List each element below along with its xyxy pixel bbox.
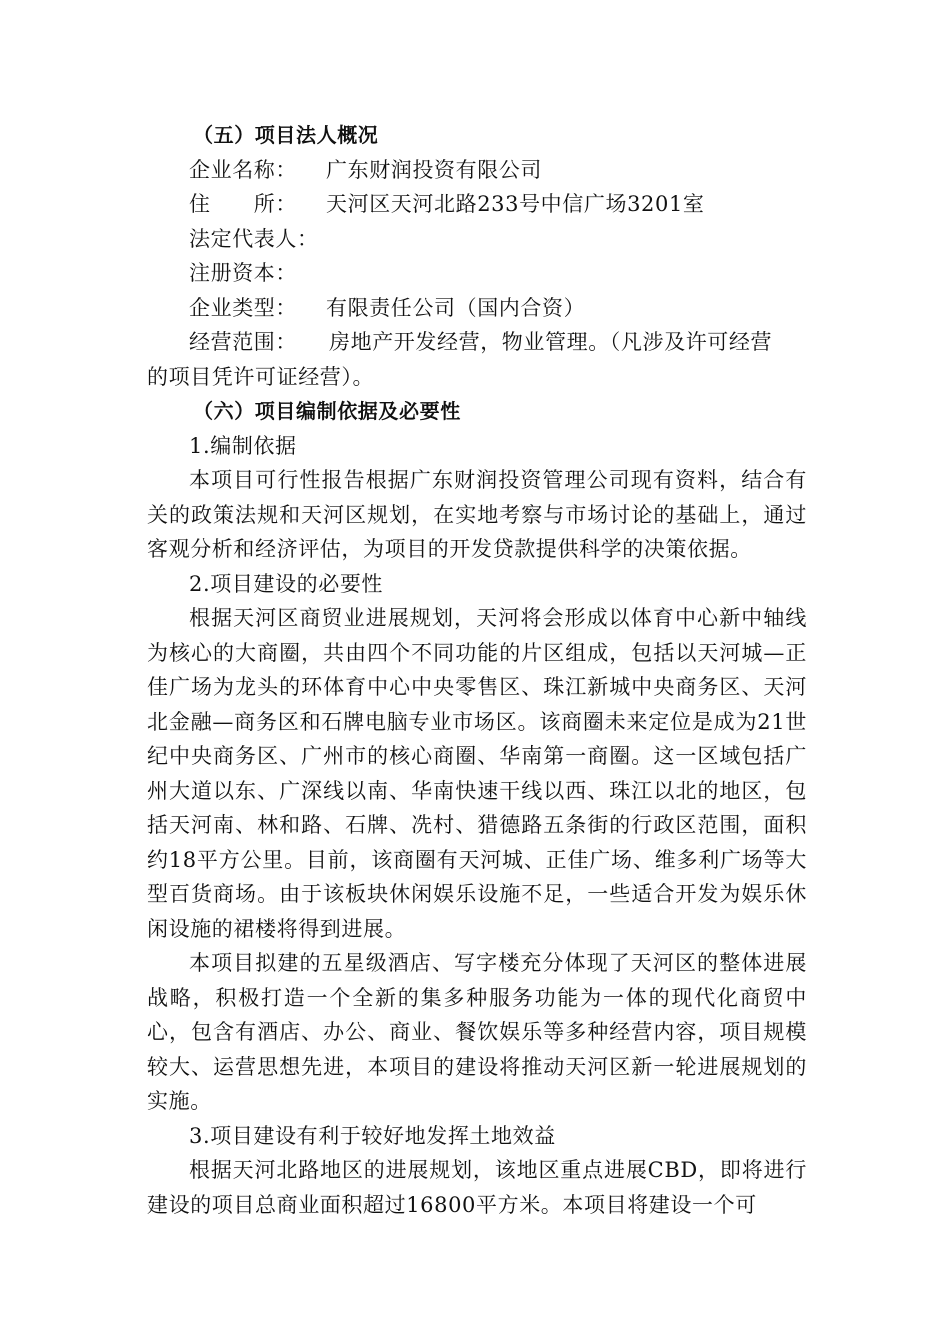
field-label: 企业类型： [189, 295, 297, 320]
subheading-land-benefit: 3.项目建设有利于较好地发挥土地效益 [189, 1123, 556, 1148]
subheading-necessity: 2.项目建设的必要性 [189, 571, 384, 596]
field-value: 广东财润投资有限公司 [326, 157, 542, 182]
field-legal-rep [147, 222, 807, 257]
subheading-compilation-basis: 1.编制依据 [189, 433, 297, 458]
document-body [147, 118, 807, 1222]
field-label: 住 所： [189, 192, 297, 216]
field-company-name [147, 153, 807, 188]
field-label: 经营范围： [189, 330, 297, 354]
field-business-scope [147, 325, 807, 360]
field-value: 房地产开发经营，物业管理。（凡涉及许可经营 [329, 330, 773, 354]
section-6-heading: （六）项目编制依据及必要性 [193, 399, 461, 423]
section-5-heading: （五）项目法人概况 [193, 123, 379, 147]
business-scope-continued: 的项目凭许可证经营）。 [147, 364, 375, 389]
paragraph-strategy: 本项目拟建的五星级酒店、写字楼充分体现了天河区的整体进展战略，积极打造一个全新的集多种服务功能为一体的现代化商贸中心，包含有酒店、办公、商业、餐饮娱乐等多种经营内容，项目规模较大、运营思想先进，本项目的建设将推动天河区新一轮进展规划的实施。 [147, 951, 807, 1113]
field-label: 企业名称： [189, 157, 297, 182]
field-address [147, 187, 807, 222]
paragraph-land-benefit: 根据天河北路地区的进展规划，该地区重点进展CBD，即将进行建设的项目总商业面积超过16800平方米。本项目将建设一个可 [147, 1158, 807, 1217]
field-label: 注册资本： [189, 261, 297, 285]
field-value: 天河区天河北路233号中信广场3201室 [326, 192, 705, 216]
field-registered-capital [147, 256, 807, 291]
field-value: 有限责任公司（国内合资） [326, 295, 586, 320]
paragraph-necessity: 根据天河区商贸业进展规划，天河将会形成以体育中心新中轴线为核心的大商圈，共由四个不同功能的片区组成，包括以天河城—正佳广场为龙头的环体育中心中央零售区、珠江新城中央商务区、天河北金融—商务区和石牌电脑专业市场区。该商圈未来定位是成为21世纪中央商务区、广州市的核心商圈、华南第一商圈。这一区域包括广州大道以东、广深线以南、华南快速干线以西、珠江以北的地区，包括天河南、林和路、石牌、冼村、猎德路五条街的行政区范围，面积约18平方公里。目前，该商圈有天河城、正佳广场、维多利广场等大型百货商场。由于该板块休闲娱乐设施不足，一些适合开发为娱乐休闲设施的裙楼将得到进展。 [147, 606, 807, 941]
field-company-type [147, 291, 807, 326]
paragraph-compilation-basis: 本项目可行性报告根据广东财润投资管理公司现有资料，结合有关的政策法规和天河区规划，在实地考察与市场讨论的基础上，通过客观分析和经济评估，为项目的开发贷款提供科学的决策依据。 [147, 468, 807, 561]
field-label: 法定代表人： [189, 226, 319, 251]
